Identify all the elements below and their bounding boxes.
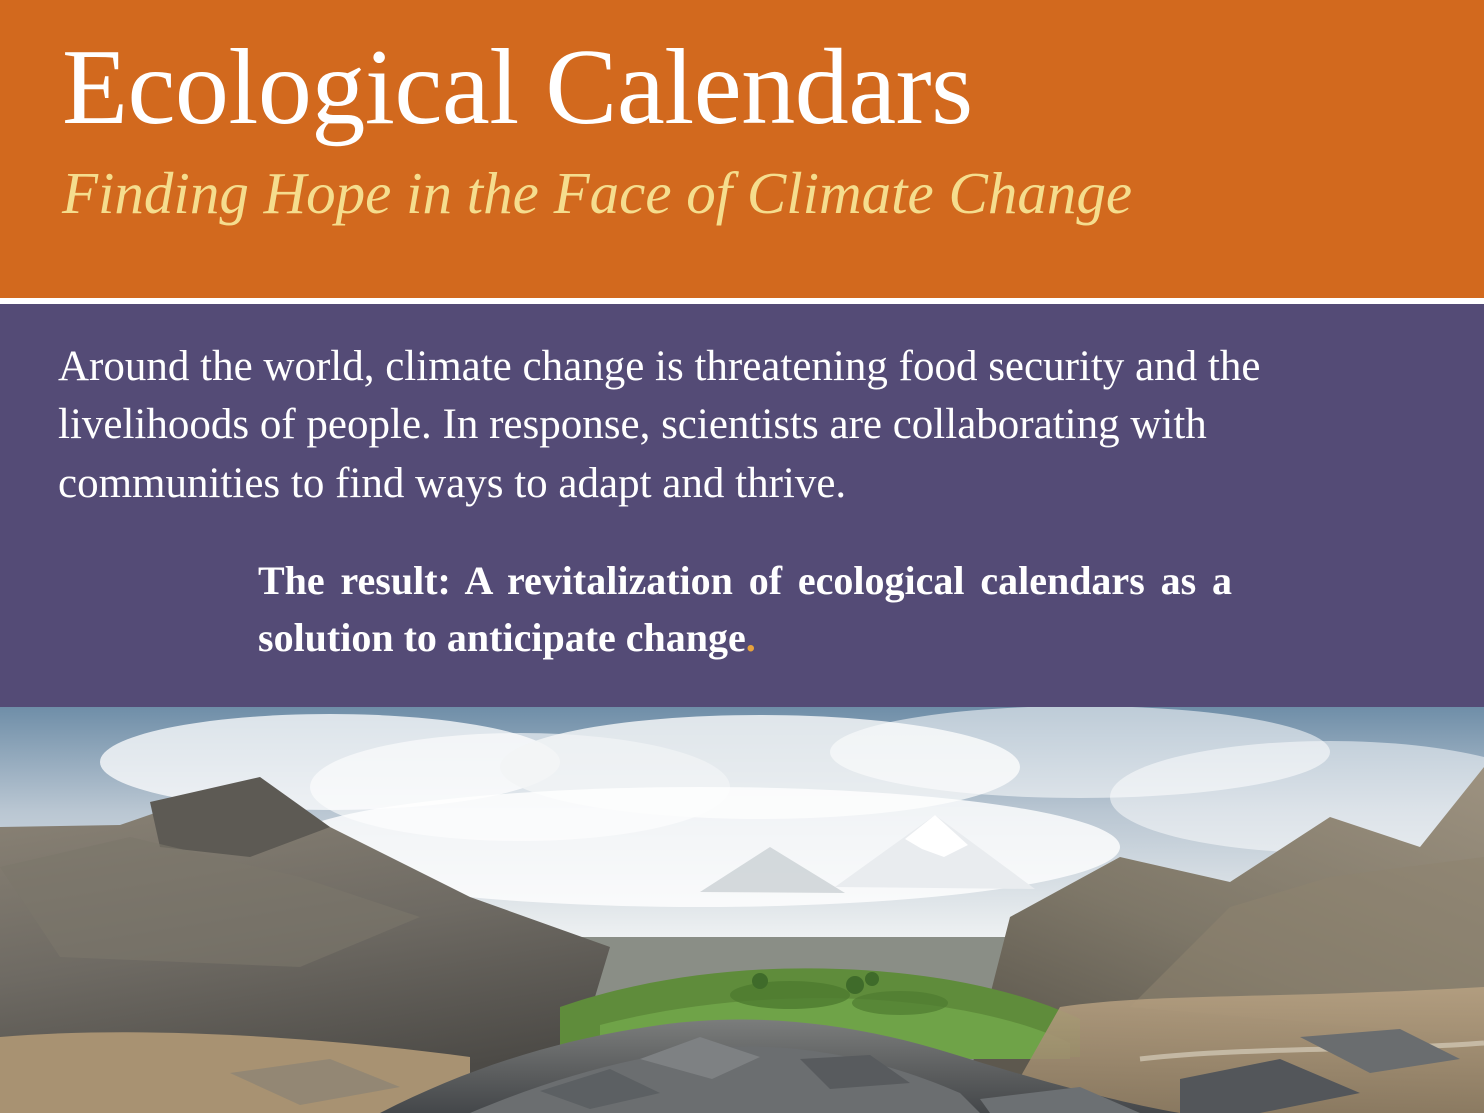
result-paragraph (258, 553, 1232, 667)
page-title: Ecological Calendars (62, 28, 973, 147)
intro-paragraph: Around the world, climate change is threatening food security and the livelihoods of people. In response, scientists are collaborating with communities to find ways to adapt and thrive. (58, 343, 1261, 507)
body-band (0, 304, 1484, 707)
result-accent-mark: . (745, 615, 756, 661)
landscape-illustration (0, 707, 1484, 1113)
result-block (58, 553, 1432, 667)
result-text: The result: A revitalization of ecological calendars as a solution to anticipate change (258, 558, 1232, 661)
header-band (0, 0, 1484, 298)
page-subtitle: Finding Hope in the Face of Climate Change (62, 160, 1133, 227)
landscape-photo (0, 707, 1484, 1113)
